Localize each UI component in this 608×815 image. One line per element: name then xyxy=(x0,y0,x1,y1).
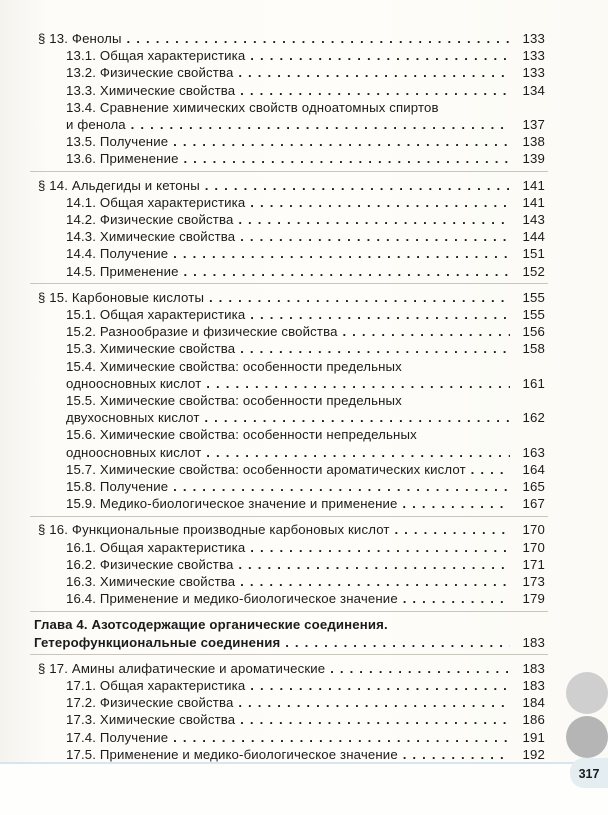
toc-entry[interactable] xyxy=(0,150,608,167)
toc-entry[interactable] xyxy=(0,211,608,228)
toc-entry-title: 13.6. Применение . . . xyxy=(66,150,510,167)
page-number: 317 xyxy=(578,767,600,781)
toc-entry[interactable] xyxy=(0,426,608,443)
toc-entry[interactable] xyxy=(0,30,608,47)
decorative-grey-circle xyxy=(566,716,608,758)
toc-entry-title: 17.4. Получение . . . xyxy=(66,729,510,746)
toc-entry-title: 15.1. Общая характеристика . . . xyxy=(66,306,510,323)
toc-entry-page: 133 xyxy=(522,65,545,81)
toc-entry-page: 170 xyxy=(522,539,545,555)
toc-entry-page: 141 xyxy=(522,194,545,210)
toc-entry-title: Глава 4. Азотсодержащие органические соединения. xyxy=(34,617,388,633)
toc-entry[interactable] xyxy=(0,245,608,262)
page-footer xyxy=(0,762,608,815)
toc-entry[interactable] xyxy=(0,590,608,607)
toc-entry-page: 161 xyxy=(522,375,545,391)
toc-entry-page: 183 xyxy=(522,634,545,650)
toc-entry-title: 14.3. Химические свойства . . . xyxy=(66,228,510,245)
toc-entry-title: 15.7. Химические свойства: особенности ароматических кислот . . . xyxy=(66,461,510,478)
toc-entry-title: 16.4. Применение и медико-биологическое значение . . . xyxy=(66,590,510,607)
toc-entry[interactable] xyxy=(0,177,608,194)
toc-entry-title: Гетерофункциональные соединения . . . xyxy=(34,634,510,651)
toc-entry-title: 17.5. Применение и медико-биологическое значение . . . xyxy=(66,746,510,763)
toc-entry-page: 133 xyxy=(522,48,545,64)
toc-entry[interactable] xyxy=(0,634,608,651)
toc-entry[interactable] xyxy=(0,461,608,478)
toc-entry-page: 138 xyxy=(522,134,545,150)
toc-entry-page: 139 xyxy=(522,151,545,167)
section-divider xyxy=(30,283,548,284)
toc-entry-title: 15.5. Химические свойства: особенности предельных xyxy=(66,393,402,408)
toc-entry[interactable] xyxy=(0,99,608,116)
toc-entry-title: 13.2. Физические свойства . . . xyxy=(66,64,510,81)
toc-entry[interactable] xyxy=(0,478,608,495)
toc-entry[interactable] xyxy=(0,694,608,711)
toc-entry[interactable] xyxy=(0,521,608,538)
toc-entry-page: 144 xyxy=(522,229,545,245)
toc-entry-page: 171 xyxy=(522,556,545,572)
toc-entry-title: 13.4. Сравнение химических свойств одноатомных спиртов xyxy=(66,99,439,115)
toc-entry-title: § 13. Фенолы . . . xyxy=(38,30,510,47)
toc-entry[interactable] xyxy=(0,660,608,677)
toc-entry[interactable] xyxy=(0,289,608,306)
toc-entry[interactable] xyxy=(0,358,608,375)
toc-entry[interactable] xyxy=(0,711,608,728)
toc-entry-title: 13.3. Химические свойства . . . xyxy=(66,82,510,99)
toc-entry[interactable] xyxy=(0,556,608,573)
toc-entry-page: 167 xyxy=(522,496,545,512)
toc-entry-title: 16.3. Химические свойства . . . xyxy=(66,573,510,590)
toc-entry-title: 15.9. Медико-биологическое значение и применение . . . xyxy=(66,495,510,512)
toc-entry-title: 17.1. Общая характеристика . . . xyxy=(66,677,510,694)
toc-entry-page: 162 xyxy=(522,410,545,426)
toc-entry-title: 17.3. Химические свойства . . . xyxy=(66,711,510,728)
toc-entry[interactable] xyxy=(0,677,608,694)
toc-entry-page: 170 xyxy=(522,522,545,538)
toc-entry[interactable] xyxy=(0,392,608,409)
toc-entry-title: одноосновных кислот . . . xyxy=(66,444,510,461)
toc-entry[interactable] xyxy=(0,539,608,556)
toc-entry-title: двухосновных кислот . . . xyxy=(66,409,510,426)
toc-entry[interactable] xyxy=(0,616,608,633)
toc-entry-title: 14.1. Общая характеристика . . . xyxy=(66,194,510,211)
toc-entry[interactable] xyxy=(0,116,608,133)
toc-entry-title: и фенола . . . xyxy=(66,116,510,133)
section-divider xyxy=(30,611,548,612)
toc-entry[interactable] xyxy=(0,323,608,340)
toc-entry-page: 137 xyxy=(522,117,545,132)
toc-entry[interactable] xyxy=(0,340,608,357)
toc-entry-title: одноосновных кислот . . . xyxy=(66,375,510,392)
toc-entry-page: 179 xyxy=(522,591,545,607)
toc-entry-title: 15.2. Разнообразие и физические свойства . . . xyxy=(66,323,510,340)
toc-entry[interactable] xyxy=(0,64,608,81)
toc-entry[interactable] xyxy=(0,306,608,323)
toc-entry-page: 155 xyxy=(522,307,545,322)
toc-entry-page: 164 xyxy=(522,461,545,477)
toc-entry-page: 163 xyxy=(522,444,545,460)
toc-entry-page: 191 xyxy=(522,729,545,745)
toc-entry-page: 152 xyxy=(522,263,545,279)
toc-entry-page: 192 xyxy=(522,746,545,762)
toc-entry[interactable] xyxy=(0,573,608,590)
toc-entry[interactable] xyxy=(0,133,608,150)
toc-entry-page: 173 xyxy=(522,574,545,589)
toc-entry-page: 151 xyxy=(522,246,545,262)
toc-entry-page: 186 xyxy=(522,712,545,728)
toc-entry-title: 16.1. Общая характеристика . . . xyxy=(66,539,510,556)
toc-entry-page: 133 xyxy=(522,31,545,46)
toc-entry-title: § 17. Амины алифатические и ароматические . . . xyxy=(38,660,510,677)
decorative-grey-circle xyxy=(566,672,608,714)
toc-entry[interactable] xyxy=(0,47,608,64)
toc-entry-page: 165 xyxy=(522,479,545,494)
toc-entry[interactable] xyxy=(0,444,608,461)
toc-entry[interactable] xyxy=(0,82,608,99)
toc-entry-title: 15.8. Получение . . . xyxy=(66,478,510,495)
section-divider xyxy=(30,654,548,655)
toc-entry-title: 15.4. Химические свойства: особенности предельных xyxy=(66,358,402,374)
toc-entry-title: 17.2. Физические свойства . . . xyxy=(66,694,510,711)
toc-entry[interactable] xyxy=(0,409,608,426)
toc-entry-page: 141 xyxy=(522,177,545,193)
toc-entry-title: § 16. Функциональные производные карбоновых кислот . . . xyxy=(38,521,510,538)
toc-entry-title: § 14. Альдегиды и кетоны . . . xyxy=(38,177,510,194)
toc-entry-page: 156 xyxy=(522,324,545,340)
section-divider xyxy=(30,516,548,517)
toc-entry[interactable] xyxy=(0,375,608,392)
toc-entry[interactable] xyxy=(0,746,608,763)
toc-entry-page: 183 xyxy=(522,678,545,693)
toc-entry-title: 13.5. Получение . . . xyxy=(66,133,510,150)
section-divider xyxy=(30,171,548,172)
toc-entry-title: 15.3. Химические свойства . . . xyxy=(66,340,510,357)
toc-entry[interactable] xyxy=(0,263,608,280)
toc-entry-page: 183 xyxy=(522,660,545,676)
toc-entry-page: 143 xyxy=(522,212,545,227)
toc-entry-title: 13.1. Общая характеристика . . . xyxy=(66,47,510,64)
toc-entry-page: 134 xyxy=(522,82,545,98)
toc-entry-title: 16.2. Физические свойства . . . xyxy=(66,556,510,573)
toc-entry-title: § 15. Карбоновые кислоты . . . xyxy=(38,289,510,306)
toc-entry[interactable] xyxy=(0,228,608,245)
toc-entry-page: 184 xyxy=(522,695,545,711)
toc-entry-title: 14.4. Получение . . . xyxy=(66,245,510,262)
toc-entry-page: 155 xyxy=(522,289,545,305)
toc-entry-title: 14.5. Применение . . . xyxy=(66,263,510,280)
toc-entry-title: 14.2. Физические свойства . . . xyxy=(66,211,510,228)
toc-entry-page: 158 xyxy=(522,341,545,357)
toc-entry[interactable] xyxy=(0,194,608,211)
toc-entry[interactable] xyxy=(0,495,608,512)
toc-entry[interactable] xyxy=(0,729,608,746)
toc-entry-title: 15.6. Химические свойства: особенности непредельных xyxy=(66,427,417,443)
